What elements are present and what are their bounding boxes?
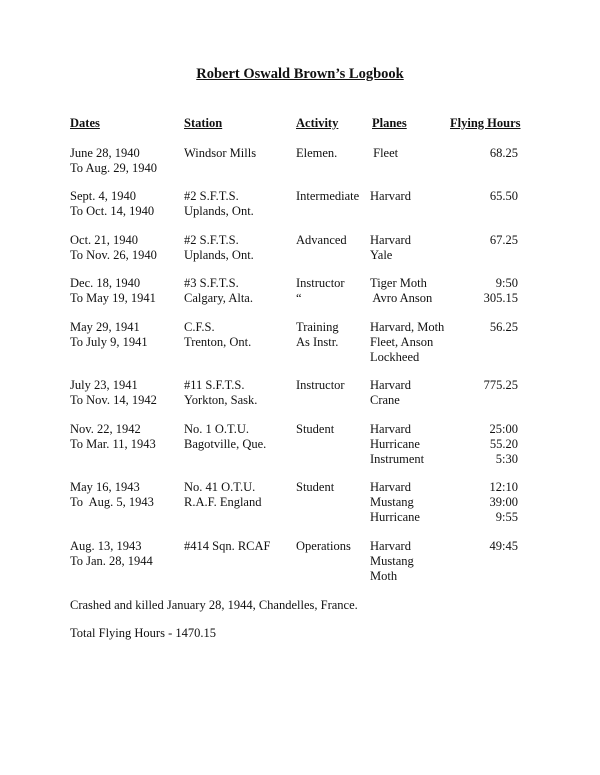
planes-line: Moth xyxy=(370,569,398,583)
dates-line: To Jan. 28, 1944 xyxy=(70,554,153,568)
crash-note: Crashed and killed January 28, 1944, Chandelles, France. xyxy=(70,598,358,612)
total-hours: Total Flying Hours - 1470.15 xyxy=(70,626,216,640)
cell-planes xyxy=(370,276,432,306)
station-line: Uplands, Ont. xyxy=(184,204,254,218)
planes-line: Harvard xyxy=(370,422,411,436)
planes-line: Fleet, Anson xyxy=(370,335,434,349)
dates-line: May 29, 1941 xyxy=(70,320,140,334)
station-line: No. 1 O.T.U. xyxy=(184,422,250,436)
dates-line: Sept. 4, 1940 xyxy=(70,189,136,203)
hours-line: 67.25 xyxy=(489,233,518,247)
cell-activity xyxy=(296,378,345,393)
cell-planes xyxy=(370,422,424,467)
cell-dates xyxy=(70,189,154,219)
planes-line: Mustang xyxy=(370,554,414,568)
station-line: Trenton, Ont. xyxy=(184,335,252,349)
cell-dates xyxy=(70,422,156,452)
activity-line: Elemen. xyxy=(296,146,338,160)
hours-line: 775.25 xyxy=(483,378,518,392)
hours-line: 39:00 xyxy=(489,495,518,509)
station-line: R.A.F. England xyxy=(184,495,262,509)
cell-activity xyxy=(296,276,345,306)
dates-line: To Aug. 29, 1940 xyxy=(70,161,157,175)
activity-line: Student xyxy=(296,480,335,494)
hours-line: 305.15 xyxy=(483,291,518,305)
planes-line: Mustang xyxy=(370,495,414,509)
cell-station xyxy=(184,320,251,350)
activity-line: Instructor xyxy=(296,378,345,392)
dates-line: To Nov. 26, 1940 xyxy=(70,248,157,262)
cell-activity xyxy=(296,320,339,350)
dates-line: Nov. 22, 1942 xyxy=(70,422,141,436)
cell-activity xyxy=(296,422,334,437)
cell-dates xyxy=(70,539,153,569)
header-station: Station xyxy=(184,116,223,130)
planes-line: Avro Anson xyxy=(370,291,433,305)
dates-line: To Aug. 5, 1943 xyxy=(70,495,154,509)
activity-line: As Instr. xyxy=(296,335,339,349)
cell-hours xyxy=(430,378,518,393)
activity-line: Instructor xyxy=(296,276,345,290)
dates-line: Aug. 13, 1943 xyxy=(70,539,142,553)
cell-station xyxy=(184,276,253,306)
planes-line: Harvard, Moth xyxy=(370,320,445,334)
dates-line: Dec. 18, 1940 xyxy=(70,276,141,290)
planes-line: Crane xyxy=(370,393,400,407)
hours-line: 55.20 xyxy=(489,437,518,451)
hours-line: 56.25 xyxy=(489,320,518,334)
planes-line: Harvard xyxy=(370,539,411,553)
cell-planes xyxy=(370,146,398,161)
planes-line: Harvard xyxy=(370,233,411,247)
header-flying-hours: Flying Hours xyxy=(450,116,521,130)
cell-hours xyxy=(430,233,518,248)
cell-hours xyxy=(430,146,518,161)
cell-hours xyxy=(430,276,518,306)
cell-planes xyxy=(370,539,414,584)
dates-line: May 16, 1943 xyxy=(70,480,140,494)
cell-station xyxy=(184,539,270,554)
cell-station xyxy=(184,233,254,263)
dates-line: Oct. 21, 1940 xyxy=(70,233,139,247)
hours-line: 49:45 xyxy=(489,539,518,553)
planes-line: Harvard xyxy=(370,189,411,203)
cell-planes xyxy=(370,189,411,204)
cell-station xyxy=(184,480,261,510)
cell-hours xyxy=(430,539,518,554)
planes-line: Tiger Moth xyxy=(370,276,427,290)
header-activity: Activity xyxy=(296,116,339,130)
station-line: Windsor Mills xyxy=(184,146,257,160)
station-line: #3 S.F.T.S. xyxy=(184,276,239,290)
station-line: Uplands, Ont. xyxy=(184,248,254,262)
planes-line: Fleet xyxy=(370,146,399,160)
cell-dates xyxy=(70,146,157,176)
dates-line: To Oct. 14, 1940 xyxy=(70,204,155,218)
station-line: #414 Sqn. RCAF xyxy=(184,539,271,553)
page-title: Robert Oswald Brown’s Logbook xyxy=(196,66,404,82)
activity-line: Student xyxy=(296,422,335,436)
dates-line: To July 9, 1941 xyxy=(70,335,148,349)
dates-line: June 28, 1940 xyxy=(70,146,140,160)
hours-line: 9:55 xyxy=(495,510,518,524)
header-planes: Planes xyxy=(372,116,407,130)
planes-line: Hurricane xyxy=(370,510,420,524)
cell-dates xyxy=(70,276,156,306)
cell-hours xyxy=(430,480,518,525)
station-line: Yorkton, Sask. xyxy=(184,393,258,407)
cell-planes xyxy=(370,378,411,408)
cell-activity xyxy=(296,189,359,204)
cell-activity xyxy=(296,539,351,554)
cell-station xyxy=(184,422,266,452)
cell-activity xyxy=(296,480,334,495)
cell-activity xyxy=(296,146,337,161)
header-dates: Dates xyxy=(70,116,100,130)
dates-line: To May 19, 1941 xyxy=(70,291,156,305)
hours-line: 12:10 xyxy=(489,480,518,494)
hours-line: 25:00 xyxy=(489,422,518,436)
cell-dates xyxy=(70,320,148,350)
activity-line: Intermediate xyxy=(296,189,360,203)
cell-planes xyxy=(370,480,420,525)
cell-station xyxy=(184,189,254,219)
activity-line: Operations xyxy=(296,539,351,553)
cell-hours xyxy=(430,320,518,335)
cell-hours xyxy=(430,189,518,204)
planes-line: Lockheed xyxy=(370,350,420,364)
hours-line: 68.25 xyxy=(489,146,518,160)
cell-activity xyxy=(296,233,347,248)
station-line: #11 S.F.T.S. xyxy=(184,378,245,392)
planes-line: Harvard xyxy=(370,378,411,392)
planes-line: Hurricane xyxy=(370,437,420,451)
station-line: Bagotville, Que. xyxy=(184,437,267,451)
planes-line: Instrument xyxy=(370,452,425,466)
cell-dates xyxy=(70,378,157,408)
station-line: Calgary, Alta. xyxy=(184,291,253,305)
activity-line: “ xyxy=(296,291,302,305)
activity-line: Training xyxy=(296,320,339,334)
station-line: C.F.S. xyxy=(184,320,215,334)
hours-line: 5:30 xyxy=(495,452,518,466)
hours-line: 9:50 xyxy=(495,276,518,290)
cell-planes xyxy=(370,233,411,263)
cell-dates xyxy=(70,233,157,263)
dates-line: To Mar. 11, 1943 xyxy=(70,437,156,451)
activity-line: Advanced xyxy=(296,233,347,247)
hours-line: 65.50 xyxy=(489,189,518,203)
planes-line: Harvard xyxy=(370,480,411,494)
dates-line: July 23, 1941 xyxy=(70,378,138,392)
cell-hours xyxy=(430,422,518,467)
station-line: #2 S.F.T.S. xyxy=(184,189,239,203)
cell-station xyxy=(184,378,257,408)
cell-dates xyxy=(70,480,154,510)
dates-line: To Nov. 14, 1942 xyxy=(70,393,157,407)
station-line: No. 41 O.T.U. xyxy=(184,480,256,494)
planes-line: Yale xyxy=(370,248,393,262)
cell-station xyxy=(184,146,256,161)
station-line: #2 S.F.T.S. xyxy=(184,233,239,247)
